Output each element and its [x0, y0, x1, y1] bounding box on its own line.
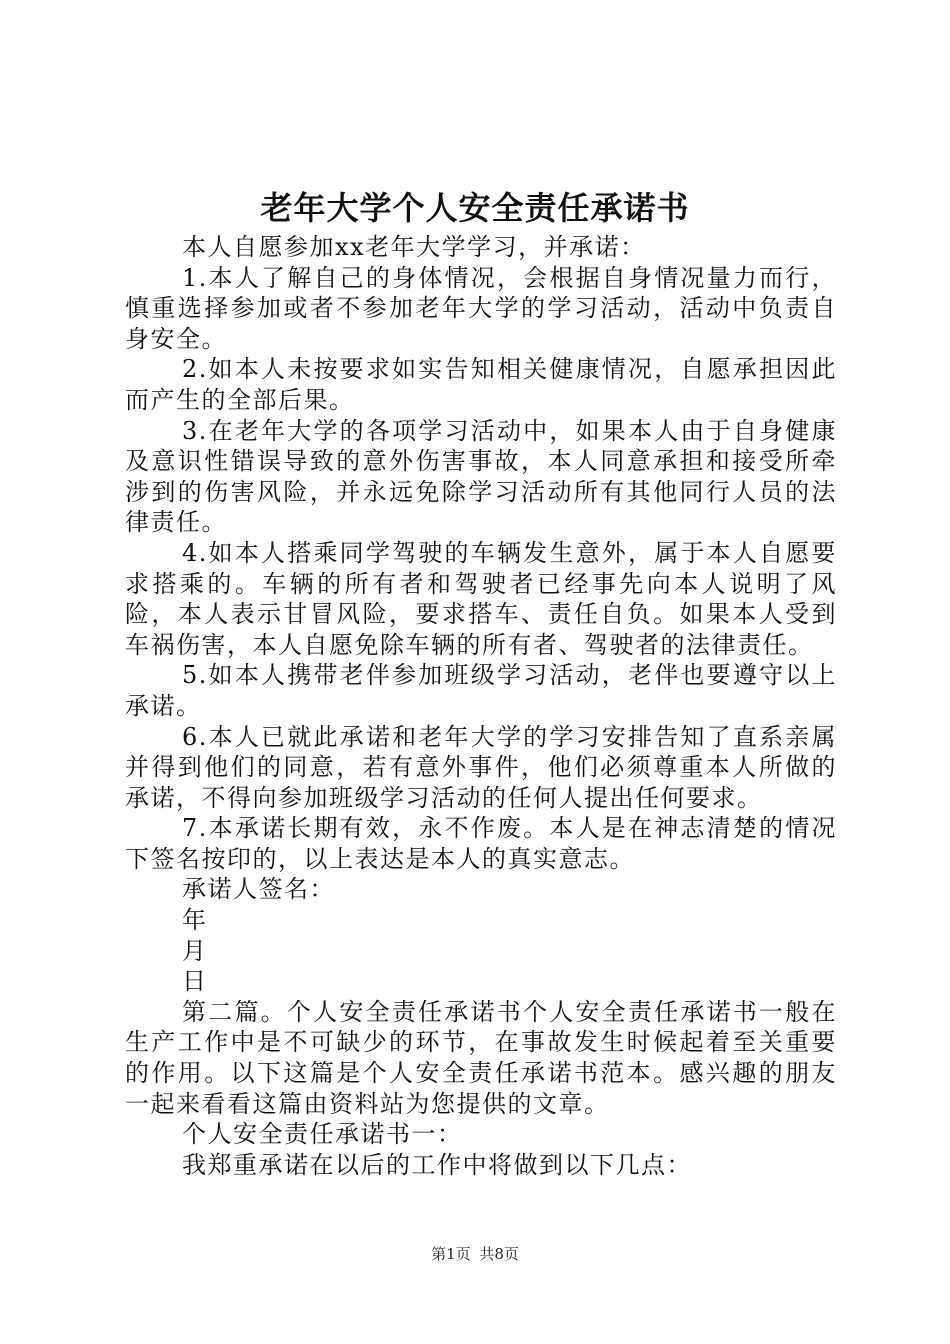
paragraph-part-two: 第二篇。个人安全责任承诺书个人安全责任承诺书一般在生产工作中是不可缺少的环节，在事故发生时候起着至关重要的作用。以下这篇是个人安全责任承诺书范本。感兴趣的朋友一起来看看这篇由资料站为您提供的文章。 — [125, 997, 837, 1118]
paragraph-item-1: 1.本人了解自己的身体情况，会根据自身情况量力而行，慎重选择参加或者不参加老年大学的学习活动，活动中负责自身安全。 — [125, 263, 837, 353]
signature-label: 承诺人签名： — [182, 875, 335, 904]
date-day-label: 日 — [182, 967, 208, 996]
date-year-label: 年 — [182, 906, 208, 935]
paragraph-item-2: 2.如本人未按要求如实告知相关健康情况，自愿承担因此而产生的全部后果。 — [125, 355, 837, 414]
document-title: 老年大学个人安全责任承诺书 — [260, 189, 690, 227]
paragraph-pledge-intro: 我郑重承诺在以后的工作中将做到以下几点： — [182, 1150, 692, 1179]
page-footer — [0, 1244, 950, 1264]
page-number: 第1页 — [431, 1245, 471, 1263]
paragraph-item-7: 7.本承诺长期有效，永不作废。本人是在神志清楚的情况下签名按印的，以上表达是本人的真实意志。 — [125, 814, 837, 873]
paragraph-intro: 本人自愿参加xx老年大学学习，并承诺： — [182, 233, 646, 261]
section-heading-one: 个人安全责任承诺书一： — [182, 1120, 463, 1149]
document-body — [125, 232, 837, 1180]
paragraph-item-5: 5.如本人携带老伴参加班级学习活动，老伴也要遵守以上承诺。 — [125, 661, 837, 720]
paragraph-item-6: 6.本人已就此承诺和老年大学的学习安排告知了直系亲属并得到他们的同意，若有意外事件，他们必须尊重本人所做的承诺，不得向参加班级学习活动的任何人提出任何要求。 — [125, 722, 837, 812]
paragraph-item-4: 4.如本人搭乘同学驾驶的车辆发生意外，属于本人自愿要求搭乘的。车辆的所有者和驾驶者已经事先向本人说明了风险，本人表示甘冒风险，要求搭车、责任自负。如果本人受到车祸伤害，本人自愿免除车辆的所有者、驾驶者的法律责任。 — [125, 538, 837, 659]
date-month-label: 月 — [182, 936, 208, 965]
page-total: 共8页 — [479, 1245, 519, 1263]
paragraph-item-3: 3.在老年大学的各项学习活动中，如果本人由于自身健康及意识性错误导致的意外伤害事故，本人同意承担和接受所牵涉到的伤害风险，并永远免除学习活动所有其他同行人员的法律责任。 — [125, 416, 837, 537]
